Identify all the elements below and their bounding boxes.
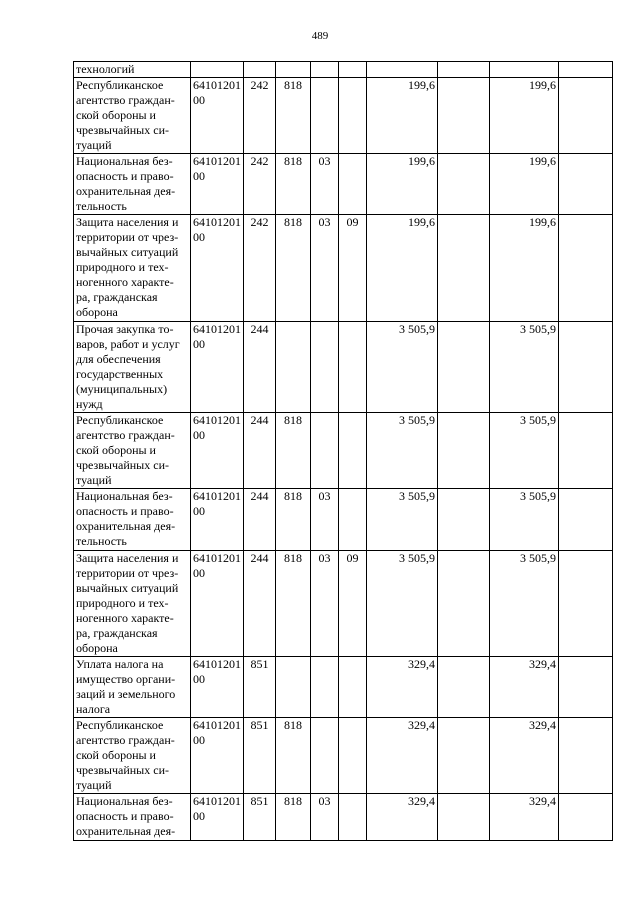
cell-name (74, 215, 191, 322)
cell-empty-1 (438, 154, 490, 215)
cell-amount-1-text: 329,4 (408, 718, 435, 732)
cell-amount-2-text: 199,6 (529, 154, 556, 168)
cell-amount-2 (490, 215, 559, 322)
cell-name (74, 62, 191, 78)
cell-name-text: Защита населения и территории от чрез- вычайных ситуаций природного и тех- ногенного характе- ра, гражданская оборона (76, 551, 179, 655)
cell-empty-2 (559, 718, 613, 794)
cell-subsection (339, 794, 367, 841)
cell-expense-type-text: 242 (250, 154, 269, 168)
cell-target-code-text: 64101201 00 (193, 718, 241, 747)
table-row (74, 657, 613, 718)
cell-administrator-text: 818 (284, 413, 302, 427)
cell-expense-type (244, 794, 276, 841)
cell-section (311, 718, 339, 794)
cell-section (311, 794, 339, 841)
cell-subsection (339, 489, 367, 551)
cell-administrator (276, 718, 311, 794)
cell-expense-type (244, 657, 276, 718)
table-row (74, 413, 613, 489)
cell-target-code-text: 64101201 00 (193, 551, 241, 580)
cell-subsection (339, 215, 367, 322)
cell-empty-2 (559, 154, 613, 215)
cell-administrator-text: 818 (284, 215, 302, 229)
cell-target-code-text: 64101201 00 (193, 215, 241, 244)
cell-target-code (191, 78, 244, 154)
cell-empty-2 (559, 322, 613, 413)
cell-empty-1 (438, 215, 490, 322)
cell-amount-2 (490, 794, 559, 841)
cell-amount-2-text: 3 505,9 (520, 489, 556, 503)
cell-section (311, 551, 339, 657)
cell-target-code-text: 64101201 00 (193, 657, 241, 686)
cell-expense-type-text: 244 (250, 551, 269, 565)
cell-empty-2 (559, 62, 613, 78)
table-row (74, 62, 613, 78)
table-row (74, 154, 613, 215)
cell-administrator (276, 154, 311, 215)
cell-amount-1-text: 329,4 (408, 657, 435, 671)
cell-amount-2 (490, 551, 559, 657)
cell-administrator (276, 78, 311, 154)
cell-target-code (191, 794, 244, 841)
cell-target-code-text: 64101201 00 (193, 489, 241, 518)
page-number: 489 (311, 30, 329, 42)
cell-administrator (276, 551, 311, 657)
cell-expense-type (244, 154, 276, 215)
table-row (74, 794, 613, 841)
cell-name-text: Национальная без- опасность и право- охранительная дея- тельность (76, 154, 176, 213)
cell-section (311, 657, 339, 718)
cell-empty-2 (559, 215, 613, 322)
cell-administrator (276, 794, 311, 841)
cell-amount-1 (367, 489, 438, 551)
cell-expense-type (244, 718, 276, 794)
cell-amount-2-text: 199,6 (529, 78, 556, 92)
cell-administrator-text: 818 (284, 718, 302, 732)
cell-section (311, 215, 339, 322)
table-row (74, 489, 613, 551)
cell-name-text: Национальная без- опасность и право- охранительная дея- (76, 794, 176, 838)
cell-target-code (191, 551, 244, 657)
cell-target-code (191, 413, 244, 489)
cell-administrator (276, 215, 311, 322)
cell-amount-2 (490, 657, 559, 718)
cell-amount-2-text: 329,4 (529, 794, 556, 808)
cell-subsection-text: 09 (346, 551, 359, 565)
cell-amount-2 (490, 489, 559, 551)
cell-subsection (339, 718, 367, 794)
table-row (74, 78, 613, 154)
cell-expense-type-text: 851 (250, 794, 269, 808)
cell-empty-1 (438, 551, 490, 657)
cell-subsection (339, 413, 367, 489)
cell-target-code (191, 657, 244, 718)
cell-name-text: Уплата налога на имущество органи- заций и земельного налога (76, 657, 176, 716)
cell-amount-2 (490, 413, 559, 489)
cell-administrator-text: 818 (284, 154, 302, 168)
cell-empty-2 (559, 489, 613, 551)
cell-section-text: 03 (318, 215, 331, 229)
cell-empty-1 (438, 78, 490, 154)
cell-name (74, 489, 191, 551)
cell-name-text: технологий (76, 62, 135, 76)
cell-empty-1 (438, 657, 490, 718)
cell-name (74, 322, 191, 413)
cell-empty-2 (559, 551, 613, 657)
cell-name (74, 657, 191, 718)
cell-section (311, 78, 339, 154)
table-row (74, 215, 613, 322)
cell-section (311, 62, 339, 78)
cell-amount-1-text: 199,6 (408, 78, 435, 92)
cell-name-text: Прочая закупка то- варов, работ и услуг для обеспечения государственных (муниципальных) нужд (76, 322, 180, 411)
cell-expense-type (244, 62, 276, 78)
cell-amount-2 (490, 154, 559, 215)
cell-amount-1 (367, 413, 438, 489)
cell-target-code (191, 489, 244, 551)
budget-table (73, 61, 613, 841)
cell-subsection-text: 09 (346, 215, 359, 229)
cell-empty-2 (559, 413, 613, 489)
cell-name-text: Республиканское агентство граждан- ской обороны и чрезвычайных си- туаций (76, 718, 175, 792)
cell-expense-type-text: 244 (250, 489, 269, 503)
cell-target-code (191, 322, 244, 413)
cell-administrator-text: 818 (284, 551, 302, 565)
cell-subsection (339, 657, 367, 718)
cell-name (74, 154, 191, 215)
cell-section (311, 322, 339, 413)
cell-administrator (276, 413, 311, 489)
cell-subsection (339, 78, 367, 154)
table-row (74, 551, 613, 657)
cell-section-text: 03 (318, 551, 331, 565)
cell-subsection (339, 62, 367, 78)
cell-administrator (276, 657, 311, 718)
cell-amount-1-text: 199,6 (408, 154, 435, 168)
cell-amount-2 (490, 718, 559, 794)
cell-expense-type-text: 242 (250, 215, 269, 229)
cell-name (74, 413, 191, 489)
cell-name (74, 551, 191, 657)
table-row (74, 718, 613, 794)
cell-expense-type (244, 322, 276, 413)
cell-name (74, 794, 191, 841)
cell-amount-1-text: 3 505,9 (399, 322, 435, 336)
cell-expense-type (244, 489, 276, 551)
cell-expense-type-text: 244 (250, 322, 269, 336)
cell-target-code (191, 215, 244, 322)
cell-name (74, 78, 191, 154)
cell-target-code-text: 64101201 00 (193, 154, 241, 183)
cell-subsection (339, 551, 367, 657)
cell-amount-2-text: 3 505,9 (520, 551, 556, 565)
cell-expense-type (244, 413, 276, 489)
cell-administrator (276, 322, 311, 413)
cell-amount-1 (367, 78, 438, 154)
cell-section-text: 03 (318, 794, 331, 808)
cell-amount-1 (367, 794, 438, 841)
cell-expense-type (244, 78, 276, 154)
cell-name (74, 718, 191, 794)
cell-empty-1 (438, 489, 490, 551)
cell-amount-2-text: 329,4 (529, 718, 556, 732)
cell-amount-2-text: 199,6 (529, 215, 556, 229)
cell-amount-1 (367, 62, 438, 78)
cell-amount-2 (490, 322, 559, 413)
cell-target-code-text: 64101201 00 (193, 322, 241, 351)
cell-section (311, 154, 339, 215)
cell-target-code (191, 718, 244, 794)
cell-empty-2 (559, 78, 613, 154)
cell-administrator (276, 62, 311, 78)
cell-target-code-text: 64101201 00 (193, 413, 241, 442)
cell-administrator-text: 818 (284, 489, 302, 503)
cell-amount-2 (490, 62, 559, 78)
cell-amount-1 (367, 657, 438, 718)
cell-expense-type (244, 215, 276, 322)
cell-expense-type-text: 851 (250, 718, 269, 732)
cell-name-text: Республиканское агентство граждан- ской обороны и чрезвычайных си- туаций (76, 78, 175, 152)
cell-empty-2 (559, 794, 613, 841)
cell-amount-2 (490, 78, 559, 154)
cell-section-text: 03 (318, 154, 331, 168)
cell-target-code-text: 64101201 00 (193, 794, 241, 823)
cell-amount-1-text: 3 505,9 (399, 413, 435, 427)
cell-administrator-text: 818 (284, 78, 302, 92)
cell-administrator-text: 818 (284, 794, 302, 808)
cell-expense-type-text: 244 (250, 413, 269, 427)
cell-section (311, 413, 339, 489)
cell-expense-type-text: 851 (250, 657, 269, 671)
cell-amount-1 (367, 154, 438, 215)
cell-name-text: Защита населения и территории от чрез- вычайных ситуаций природного и тех- ногенного характе- ра, гражданская оборона (76, 215, 179, 319)
cell-amount-1-text: 329,4 (408, 794, 435, 808)
cell-expense-type-text: 242 (250, 78, 269, 92)
cell-empty-1 (438, 718, 490, 794)
cell-amount-1-text: 3 505,9 (399, 551, 435, 565)
cell-section (311, 489, 339, 551)
cell-name-text: Национальная без- опасность и право- охранительная дея- тельность (76, 489, 176, 548)
cell-target-code (191, 62, 244, 78)
cell-subsection (339, 322, 367, 413)
cell-amount-1 (367, 322, 438, 413)
cell-amount-1-text: 3 505,9 (399, 489, 435, 503)
cell-empty-1 (438, 62, 490, 78)
cell-target-code (191, 154, 244, 215)
cell-amount-2-text: 3 505,9 (520, 413, 556, 427)
cell-amount-1-text: 199,6 (408, 215, 435, 229)
cell-empty-1 (438, 794, 490, 841)
cell-empty-1 (438, 413, 490, 489)
cell-empty-1 (438, 322, 490, 413)
cell-section-text: 03 (318, 489, 331, 503)
table-row (74, 322, 613, 413)
cell-target-code-text: 64101201 00 (193, 78, 241, 107)
cell-amount-1 (367, 551, 438, 657)
cell-empty-2 (559, 657, 613, 718)
cell-subsection (339, 154, 367, 215)
cell-amount-1 (367, 718, 438, 794)
cell-amount-2-text: 3 505,9 (520, 322, 556, 336)
cell-administrator (276, 489, 311, 551)
cell-expense-type (244, 551, 276, 657)
cell-name-text: Республиканское агентство граждан- ской обороны и чрезвычайных си- туаций (76, 413, 175, 487)
cell-amount-1 (367, 215, 438, 322)
cell-amount-2-text: 329,4 (529, 657, 556, 671)
